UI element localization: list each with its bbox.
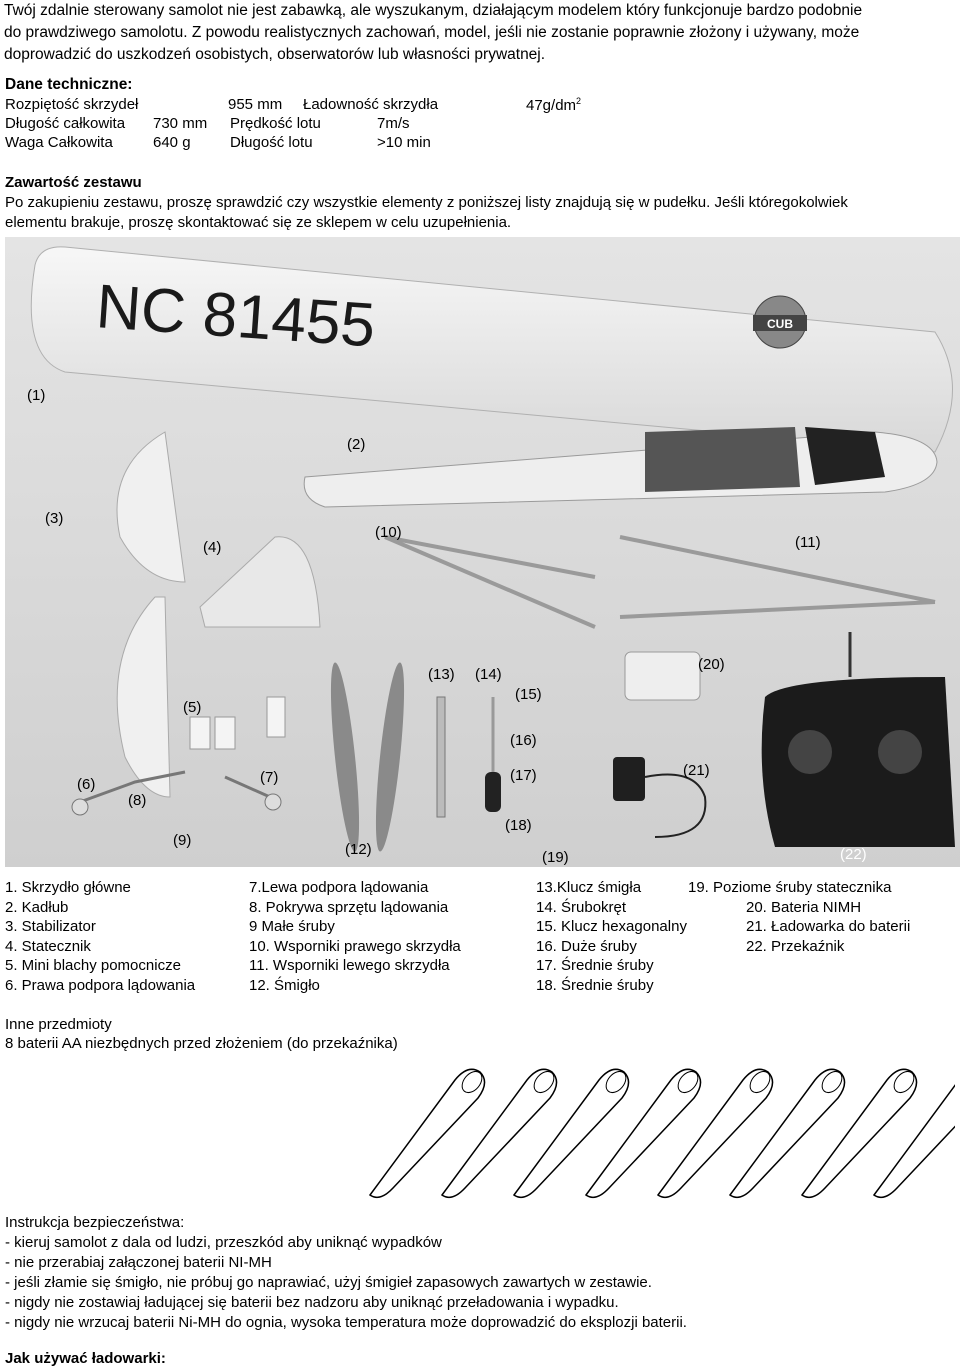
photo-label: (8) bbox=[128, 792, 147, 809]
part-item: 13.Klucz śmigła bbox=[536, 879, 642, 896]
part-item: 22. Przekaźnik bbox=[746, 937, 845, 955]
photo-label: (14) bbox=[475, 666, 502, 683]
fuselage-cockpit bbox=[645, 427, 800, 492]
intro-paragraph bbox=[4, 0, 954, 66]
tech-row bbox=[5, 134, 705, 154]
intro-line: Twój zdalnie sterowany samolot nie jest zabawką, ale wyszukanym, działającym modelem który funkcjonuje bardzo podobnie bbox=[4, 2, 863, 19]
photo-label: (12) bbox=[345, 841, 372, 858]
tech-row bbox=[5, 115, 705, 135]
photo-label: (17) bbox=[510, 767, 537, 784]
part-item: 2. Kadłub bbox=[5, 898, 69, 916]
photo-label: (9) bbox=[173, 832, 192, 849]
part-item: 20. Bateria NIMH bbox=[746, 898, 862, 916]
part-item: 11. Wsporniki lewego skrzydła bbox=[249, 957, 450, 975]
fuselage-windscreen bbox=[805, 427, 885, 485]
charger-heading: Jak używać ładowarki: bbox=[5, 1350, 166, 1367]
contents-paragraph bbox=[5, 193, 955, 233]
part-item: 12. Śmigło bbox=[249, 976, 320, 994]
part-item: 5. Mini blachy pomocnicze bbox=[5, 957, 181, 975]
part-item: 7.Lewa podpora lądowania bbox=[249, 879, 429, 896]
photo-label: (18) bbox=[505, 817, 532, 834]
contents-line: Po zakupieniu zestawu, proszę sprawdzić czy wszystkie elementy z poniższej listy znajdują się w pudełku. Jeśli któregokolwiek bbox=[5, 194, 848, 211]
photo-label: (1) bbox=[27, 387, 46, 404]
charger bbox=[613, 757, 645, 801]
part-item: 10. Wsporniki prawego skrzydła bbox=[249, 937, 461, 955]
photo-label: (16) bbox=[510, 732, 537, 749]
part-item: 14. Śrubokręt bbox=[536, 898, 627, 916]
part-item: 21. Ładowarka do baterii bbox=[746, 918, 911, 936]
photo-label: (21) bbox=[683, 762, 710, 779]
tech-label: Waga Całkowita bbox=[5, 134, 113, 151]
wheel bbox=[265, 794, 281, 810]
tech-value: $47g/dm^2$ bbox=[526, 96, 582, 114]
photo-label: (15) bbox=[515, 686, 542, 703]
photo-label: (10) bbox=[375, 524, 402, 541]
screwdriver-handle bbox=[485, 772, 501, 812]
part-item: 16. Duże śruby bbox=[536, 937, 637, 955]
photo-label: (6) bbox=[77, 776, 96, 793]
aa-batteries bbox=[355, 1060, 955, 1200]
photo-label: (3) bbox=[45, 510, 64, 527]
part-item: 8. Pokrywa sprzętu lądowania bbox=[249, 898, 449, 916]
part-item: 17. Średnie śruby bbox=[536, 957, 654, 975]
other-items-title: Inne przedmioty bbox=[5, 1016, 112, 1033]
photo-label: (19) bbox=[542, 849, 569, 866]
safety-section bbox=[5, 1213, 687, 1333]
tech-value: >10 min bbox=[377, 134, 431, 151]
safety-item: - nigdy nie zostawiaj ładującej się baterii bez nadzoru aby uniknąć przeładowania i wypadku. bbox=[5, 1294, 619, 1311]
photo-label: (20) bbox=[698, 656, 725, 673]
parts-column-3 bbox=[536, 879, 687, 997]
safety-item: - nigdy nie wrzucaj baterii Ni-MH do ognia, wysoka temperatura może doprowadzić do eksplozji baterii. bbox=[5, 1314, 687, 1331]
parts-column-1 bbox=[5, 879, 195, 997]
transmitter-stick-right bbox=[878, 730, 922, 774]
transmitter-stick-left bbox=[788, 730, 832, 774]
tech-label: Ładowność skrzydła bbox=[303, 96, 439, 113]
cub-badge bbox=[753, 296, 807, 348]
part-item: 6. Prawa podpora lądowania bbox=[5, 976, 196, 994]
part-item: 19. Poziome śruby statecznika bbox=[688, 879, 892, 896]
part-item: 9 Małe śruby bbox=[249, 918, 335, 936]
tech-row bbox=[5, 96, 705, 116]
tech-label: Długość całkowita bbox=[5, 115, 126, 132]
parts-column-4 bbox=[688, 879, 910, 957]
part-item: 3. Stabilizator bbox=[5, 918, 96, 936]
safety-item: - nie przerabiaj załączonej baterii NI-MH bbox=[5, 1254, 272, 1271]
tech-label: Rozpiętość skrzydeł bbox=[5, 96, 139, 113]
part-item: 4. Statecznik bbox=[5, 937, 91, 955]
safety-title: Instrukcja bezpieczeństwa: bbox=[5, 1214, 185, 1231]
intro-line: do prawdziwego samolotu. Z powodu realistycznych zachowań, model, jeśli nie zostanie poprawnie złożony i używany, może bbox=[4, 24, 860, 41]
safety-item: - kieruj samolot z dala od ludzi, przeszkód aby uniknąć wypadków bbox=[5, 1234, 442, 1251]
photo-label: (13) bbox=[428, 666, 455, 683]
photo-label: (11) bbox=[795, 534, 821, 551]
contents-title: Zawartość zestawu bbox=[5, 174, 142, 191]
contents-line: elementu brakuje, proszę skontaktować się ze sklepem w celu uzupełnienia. bbox=[5, 214, 512, 231]
tech-value: 955 mm bbox=[228, 96, 283, 113]
wheel bbox=[72, 799, 88, 815]
nimh-battery bbox=[625, 652, 700, 700]
part-item: 1. Skrzydło główne bbox=[5, 879, 131, 896]
badge-text: CUB bbox=[767, 317, 793, 331]
parts-column-2 bbox=[249, 879, 461, 997]
hardware-plate bbox=[215, 717, 235, 749]
tech-label: Prędkość lotu bbox=[230, 115, 321, 132]
tech-label: Długość lotu bbox=[230, 134, 313, 151]
other-items-text: 8 baterii AA niezbędnych przed złożeniem (do przekaźnika) bbox=[5, 1035, 398, 1052]
prop-wrench bbox=[437, 697, 445, 817]
tech-title: Dane techniczne: bbox=[5, 76, 133, 93]
photo-label: (7) bbox=[260, 769, 279, 786]
intro-line: doprowadzić do uszkodzeń osobistych, obserwatorów lub własności prywatnej. bbox=[4, 46, 546, 63]
tech-value: 730 mm bbox=[153, 115, 208, 132]
kit-photo bbox=[5, 237, 960, 867]
tech-value: 7m/s bbox=[377, 115, 410, 132]
safety-item: - jeśli złamie się śmigło, nie próbuj go naprawiać, użyj śmigieł zapasowych zawartych w zestawie. bbox=[5, 1274, 652, 1291]
wing-registration: NC 81455 bbox=[94, 272, 378, 361]
tech-value: 640 g bbox=[153, 134, 191, 151]
part-item: 18. Średnie śruby bbox=[536, 976, 654, 994]
batteries-drawing bbox=[355, 1060, 955, 1200]
part-item: 15. Klucz hexagonalny bbox=[536, 918, 687, 936]
photo-label: (22) bbox=[840, 846, 867, 863]
kit-illustration bbox=[5, 237, 960, 867]
photo-label: (5) bbox=[183, 699, 202, 716]
hardware-plate bbox=[190, 717, 210, 749]
photo-label: (4) bbox=[203, 539, 222, 556]
hardware-plate bbox=[267, 697, 285, 737]
photo-label: (2) bbox=[347, 436, 366, 453]
